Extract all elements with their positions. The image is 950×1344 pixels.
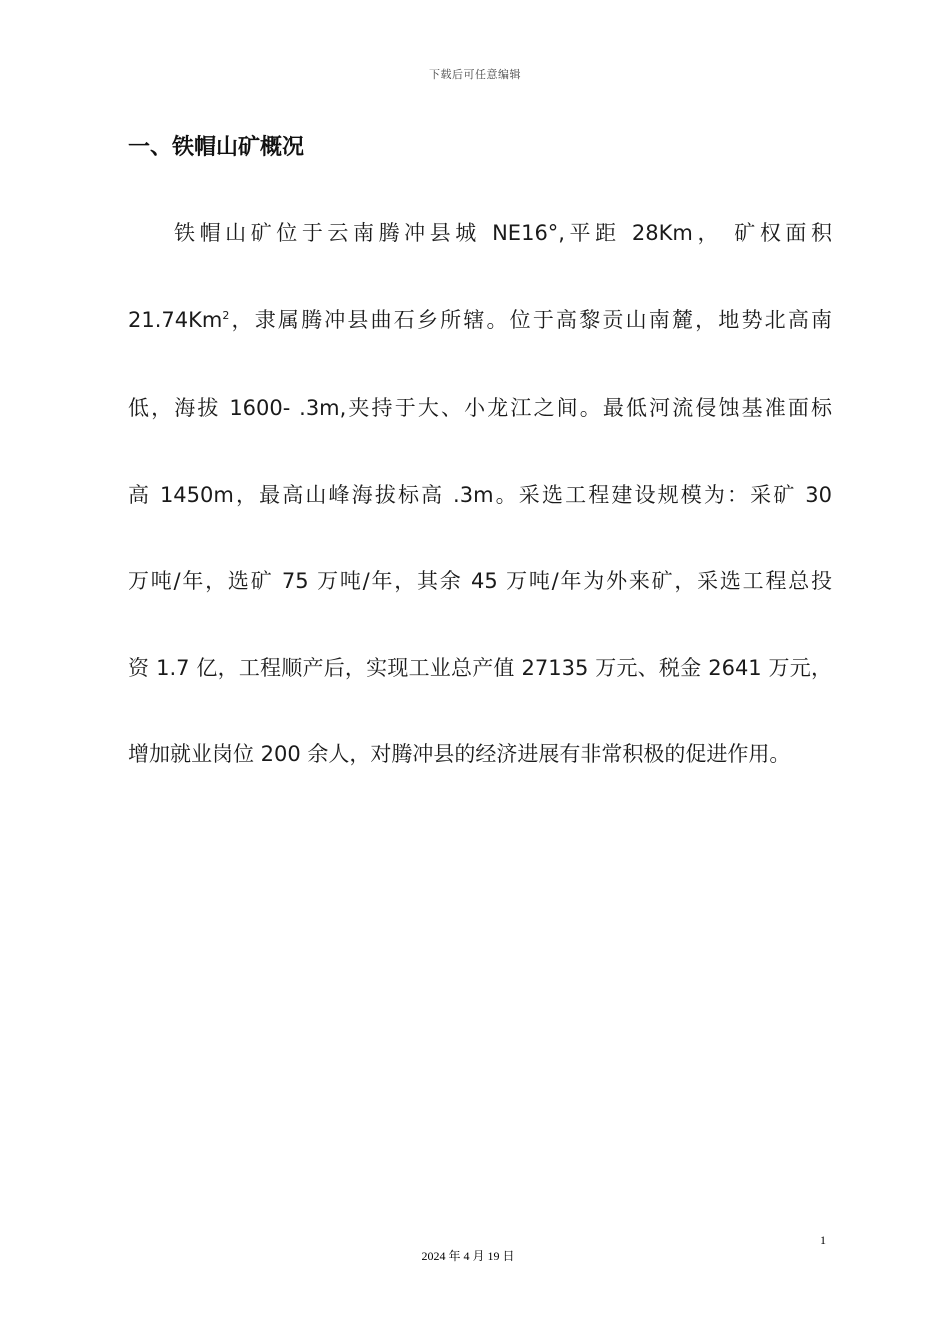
paragraph-line-2-rest: ，隶属腾冲县曲石乡所辖。位于高黎贡山南麓，地势北高南 (229, 308, 832, 332)
paragraph-line-7: 增加就业岗位 200 余人，对腾冲县的经济进展有非常积极的促进作用。 (128, 742, 791, 766)
paragraph-line-6: 资 1.7 亿，工程顺产后，实现工业总产值 27135 万元、税金 2641 万元， (128, 656, 832, 680)
area-value: 21.74Km (128, 308, 223, 332)
area-unit-superscript: 2 (222, 309, 230, 322)
paragraph-line-5: 万吨/年，选矿 75 万吨/年，其余 45 万吨/年为外来矿，采选工程总投 (128, 569, 832, 593)
paragraph-line-2 (128, 305, 832, 335)
paragraph-line-1: 铁帽山矿位于云南腾冲县城 NE16°,平距 28Km， 矿权面积 (174, 221, 832, 245)
paragraph-line-4: 高 1450m，最高山峰海拔标高 .3m。采选工程建设规模为：采矿 30 (128, 483, 832, 507)
page-number: 1 (820, 1233, 826, 1247)
page-header: 下载后可任意编辑 (429, 68, 521, 81)
section-title: 一、铁帽山矿概况 (128, 135, 305, 160)
page-date: 2024 年 4 月 19 日 (421, 1249, 515, 1263)
paragraph-line-3: 低，海拔 1600- .3m,夹持于大、小龙江之间。最低河流侵蚀基准面标 (128, 396, 832, 420)
